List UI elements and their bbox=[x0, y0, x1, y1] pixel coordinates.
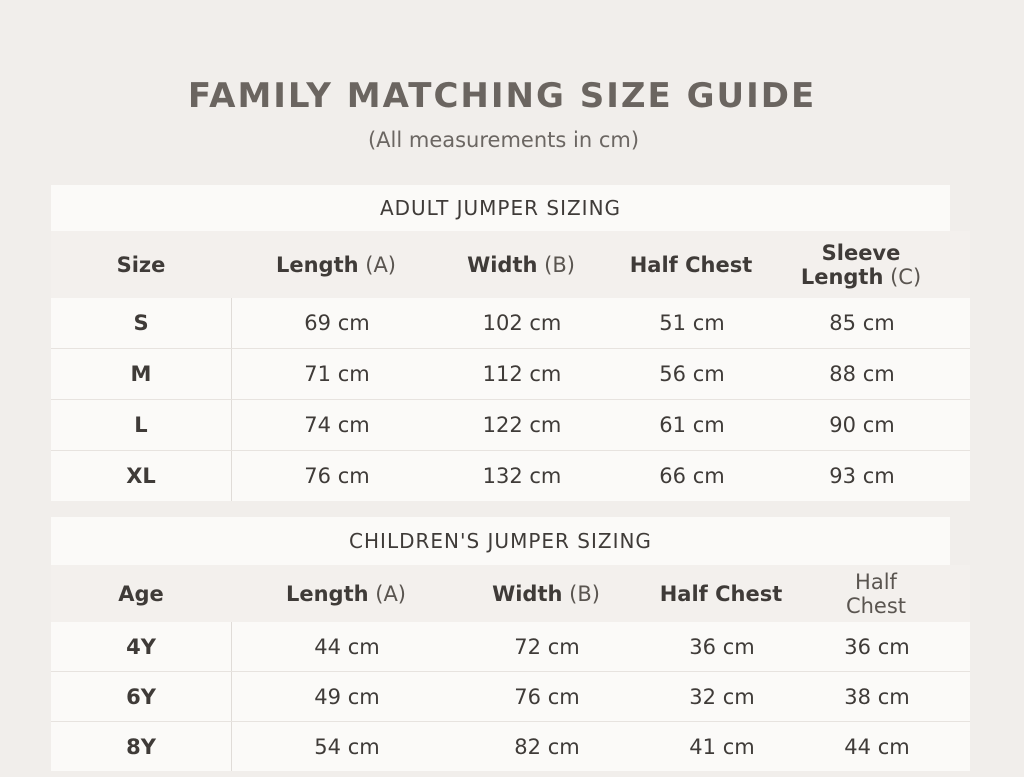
children-size-table bbox=[51, 517, 970, 771]
column-header-half-chest-2: Half Chest bbox=[845, 569, 907, 618]
sleeve-length-cell: 88 cm bbox=[829, 362, 895, 386]
table-row bbox=[51, 450, 970, 501]
column-header-length: Length (A) bbox=[275, 252, 397, 277]
table-header-row bbox=[51, 231, 970, 298]
half-chest-cell: 36 cm bbox=[689, 634, 755, 659]
column-header-age: Age bbox=[118, 581, 164, 606]
half-chest-cell-2: 38 cm bbox=[844, 684, 910, 709]
width-cell: 102 cm bbox=[482, 311, 562, 335]
width-cell: 72 cm bbox=[514, 634, 580, 659]
length-cell: 71 cm bbox=[304, 362, 370, 386]
table-header-row bbox=[51, 565, 970, 622]
half-chest-cell: 41 cm bbox=[689, 734, 755, 759]
table-body bbox=[51, 622, 970, 771]
table-row bbox=[51, 348, 970, 399]
half-chest-cell: 61 cm bbox=[659, 413, 725, 437]
width-cell: 112 cm bbox=[482, 362, 562, 386]
sleeve-length-cell: 85 cm bbox=[829, 311, 895, 335]
half-chest-cell: 56 cm bbox=[659, 362, 725, 386]
table-title: CHILDREN'S JUMPER SIZING bbox=[51, 517, 950, 565]
width-cell: 122 cm bbox=[482, 413, 562, 437]
table-body bbox=[51, 298, 970, 501]
table-title: ADULT JUMPER SIZING bbox=[51, 185, 950, 231]
adult-size-table bbox=[51, 185, 970, 501]
age-cell: 4Y bbox=[51, 622, 232, 671]
size-cell: S bbox=[51, 298, 232, 348]
table-row bbox=[51, 399, 970, 450]
size-cell: XL bbox=[51, 451, 232, 501]
column-header-half-chest: Half Chest bbox=[629, 252, 753, 277]
column-header-width: Width (B) bbox=[467, 252, 575, 277]
column-header-length: Length (A) bbox=[285, 581, 407, 606]
length-cell: 54 cm bbox=[314, 734, 380, 759]
table-row bbox=[51, 298, 970, 348]
size-cell: M bbox=[51, 349, 232, 399]
size-cell: L bbox=[51, 400, 232, 450]
sleeve-length-cell: 90 cm bbox=[829, 413, 895, 437]
width-cell: 132 cm bbox=[482, 464, 562, 488]
half-chest-cell: 32 cm bbox=[689, 684, 755, 709]
half-chest-cell: 66 cm bbox=[659, 464, 725, 488]
half-chest-cell-2: 44 cm bbox=[844, 734, 910, 759]
sleeve-length-cell: 93 cm bbox=[829, 464, 895, 488]
length-cell: 76 cm bbox=[304, 464, 370, 488]
column-header-sleeve-length: Sleeve Length (C) bbox=[800, 240, 922, 289]
half-chest-cell-2: 36 cm bbox=[844, 634, 910, 659]
table-row bbox=[51, 622, 970, 671]
table-row bbox=[51, 671, 970, 721]
column-header-size: Size bbox=[116, 252, 166, 277]
length-cell: 74 cm bbox=[304, 413, 370, 437]
table-row bbox=[51, 721, 970, 771]
width-cell: 82 cm bbox=[514, 734, 580, 759]
page-subtitle: (All measurements in cm) bbox=[367, 128, 640, 152]
age-cell: 6Y bbox=[51, 672, 232, 721]
width-cell: 76 cm bbox=[514, 684, 580, 709]
half-chest-cell: 51 cm bbox=[659, 311, 725, 335]
column-header-half-chest: Half Chest bbox=[659, 581, 783, 606]
length-cell: 69 cm bbox=[304, 311, 370, 335]
column-header-width: Width (B) bbox=[492, 581, 600, 606]
length-cell: 49 cm bbox=[314, 684, 380, 709]
length-cell: 44 cm bbox=[314, 634, 380, 659]
page-title: FAMILY MATCHING SIZE GUIDE bbox=[187, 76, 817, 116]
age-cell: 8Y bbox=[51, 722, 232, 771]
